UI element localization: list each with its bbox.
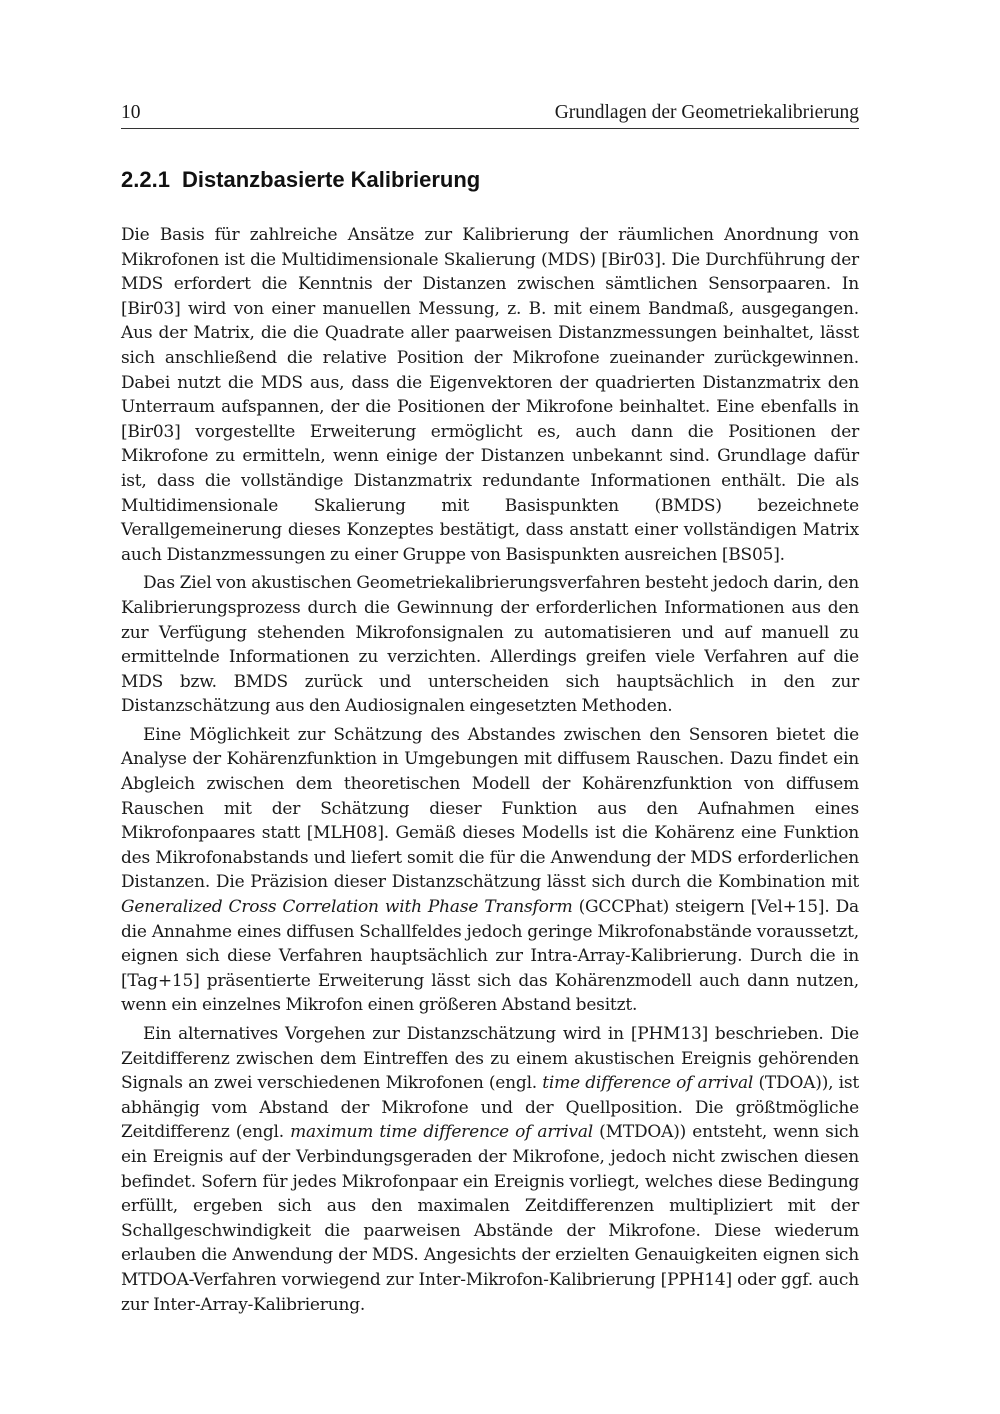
section-title: Distanzbasierte Kalibrierung [181, 167, 481, 192]
section-heading [121, 166, 859, 194]
gccphat-term: Generalized Cross Correlation with Phase Transform [121, 897, 573, 918]
body-text [121, 223, 859, 1317]
paragraph-2: Das Ziel von akustischen Geometriekalibrierungsverfahren besteht jedoch darin, den Kalibrierungsprozess durch die Gewinnung der erforderlichen Informationen aus den zur Verfügung stehenden Mikrofonsignalen zu automatisieren und auf manuell zu ermittelnde Informationen zu verzichten. Allerdings greifen viele Verfahren auf die MDS bzw. BMDS zurück und unterscheiden sich hauptsächlich in den zur Distanzschätzung aus den Audiosignalen eingesetzten Methoden. [121, 573, 859, 717]
section-number: 2.2.1 [121, 167, 170, 192]
paragraph-3 [121, 723, 859, 1018]
mtdoa-term: maximum time difference of arrival [290, 1122, 593, 1143]
paragraph-4 [121, 1022, 859, 1317]
paragraph-4-part-b: (TDOA)), ist abhängig vom Abstand der Mikrofone und der Quellposition. Die größtmögliche Zeitdifferenz (engl. [121, 1073, 859, 1143]
paragraph-4-part-c: (MTDOA)) entsteht, wenn sich ein Ereignis auf der Verbindungsgeraden der Mikrofone, jedoch nicht zwischen diesen befindet. Sofern für jedes Mikrofonpaar ein Ereignis vorliegt, welches diese Bedingung erfüllt, ergeben sich aus den maximalen Zeitdifferenzen multipliziert mit der Schallgeschwindigkeit die paarweisen Abstände der Mikrofone. Diese wiederum erlauben die Anwendung der MDS. Angesichts der erzielten Genauigkeiten eignen sich MTDOA-Verfahren vorwiegend zur Inter-Mikrofon-Kalibrierung [PPH14] oder ggf. auch zur Inter-Array-Kalibrierung. [121, 1122, 859, 1315]
paragraph-3-part-a: Eine Möglichkeit zur Schätzung des Abstandes zwischen den Sensoren bietet die Analyse der Kohärenzfunktion in Umgebungen mit diffusem Rauschen. Dazu findet ein Abgleich zwischen dem theoretischen Modell der Kohärenzfunktion von diffusem Rauschen mit der Schätzung dieser Funktion aus den Aufnahmen eines Mikrofonpaares statt [MLH08]. Gemäß dieses Modells ist die Kohärenz eine Funktion des Mikrofonabstands und liefert somit die für die Anwendung der MDS erforderlichen Distanzen. Die Präzision dieser Distanzschätzung lässt sich durch die Kombination mit [121, 724, 859, 893]
running-head [121, 100, 859, 129]
chapter-title: Grundlagen der Geometriekalibrierung [554, 102, 859, 123]
paragraph-1: Die Basis für zahlreiche Ansätze zur Kalibrierung der räumlichen Anordnung von Mikrofonen ist die Multidimensionale Skalierung (MDS) [Bir03]. Die Durchführung der MDS erfordert die Kenntnis der Distanzen zwischen sämtlichen Sensorpaaren. In [Bir03] wird von einer manuellen Messung, z. B. mit einem Bandmaß, ausgegangen. Aus der Matrix, die die Quadrate aller paarweisen Distanzmessungen beinhaltet, lässt sich anschließend die relative Position der Mikrofone zueinander zurückgewinnen. Dabei nutzt die MDS aus, dass die Eigenvektoren der quadrierten Distanzmatrix den Unterraum aufspannen, der die Positionen der Mikrofone beinhaltet. Eine ebenfalls in [Bir03] vorgestellte Erweiterung ermöglicht es, auch dann die Positionen der Mikrofone zu ermitteln, wenn einige der Distanzen unbekannt sind. Grundlage dafür ist, dass die vollständige Distanzmatrix redundante Informationen enthält. Die als Multidimensionale Skalierung mit Basispunkten (BMDS) bezeichnete Verallgemeinerung dieses Konzeptes bestätigt, dass anstatt einer vollständigen Matrix auch Distanzmessungen zu einer Gruppe von Basispunkten ausreichen [BS05]. [121, 225, 859, 565]
paragraph-4-part-a: Ein alternatives Vorgehen zur Distanzschätzung wird in [PHM13] beschrieben. Die Zeitdifferenz zwischen dem Eintreffen des zu einem akustischen Ereignis gehörenden Signals an zwei verschiedenen Mikrofonen (engl. [121, 1024, 859, 1094]
paragraph-3-part-b: (GCCPhat) steigern [Vel+15]. Da die Annahme eines diffusen Schallfeldes jedoch geringe Mikrofonabstände voraussetzt, eignen sich diese Verfahren hauptsächlich zur Intra-Array-Kalibrierung. Durch die in [Tag+15] präsentierte Erweiterung lässt sich das Kohärenzmodell auch dann nutzen, wenn ein einzelnes Mikrofon einen größeren Abstand besitzt. [121, 897, 859, 1016]
page [121, 100, 859, 1317]
page-number: 10 [121, 102, 141, 123]
tdoa-term: time difference of arrival [542, 1073, 754, 1094]
